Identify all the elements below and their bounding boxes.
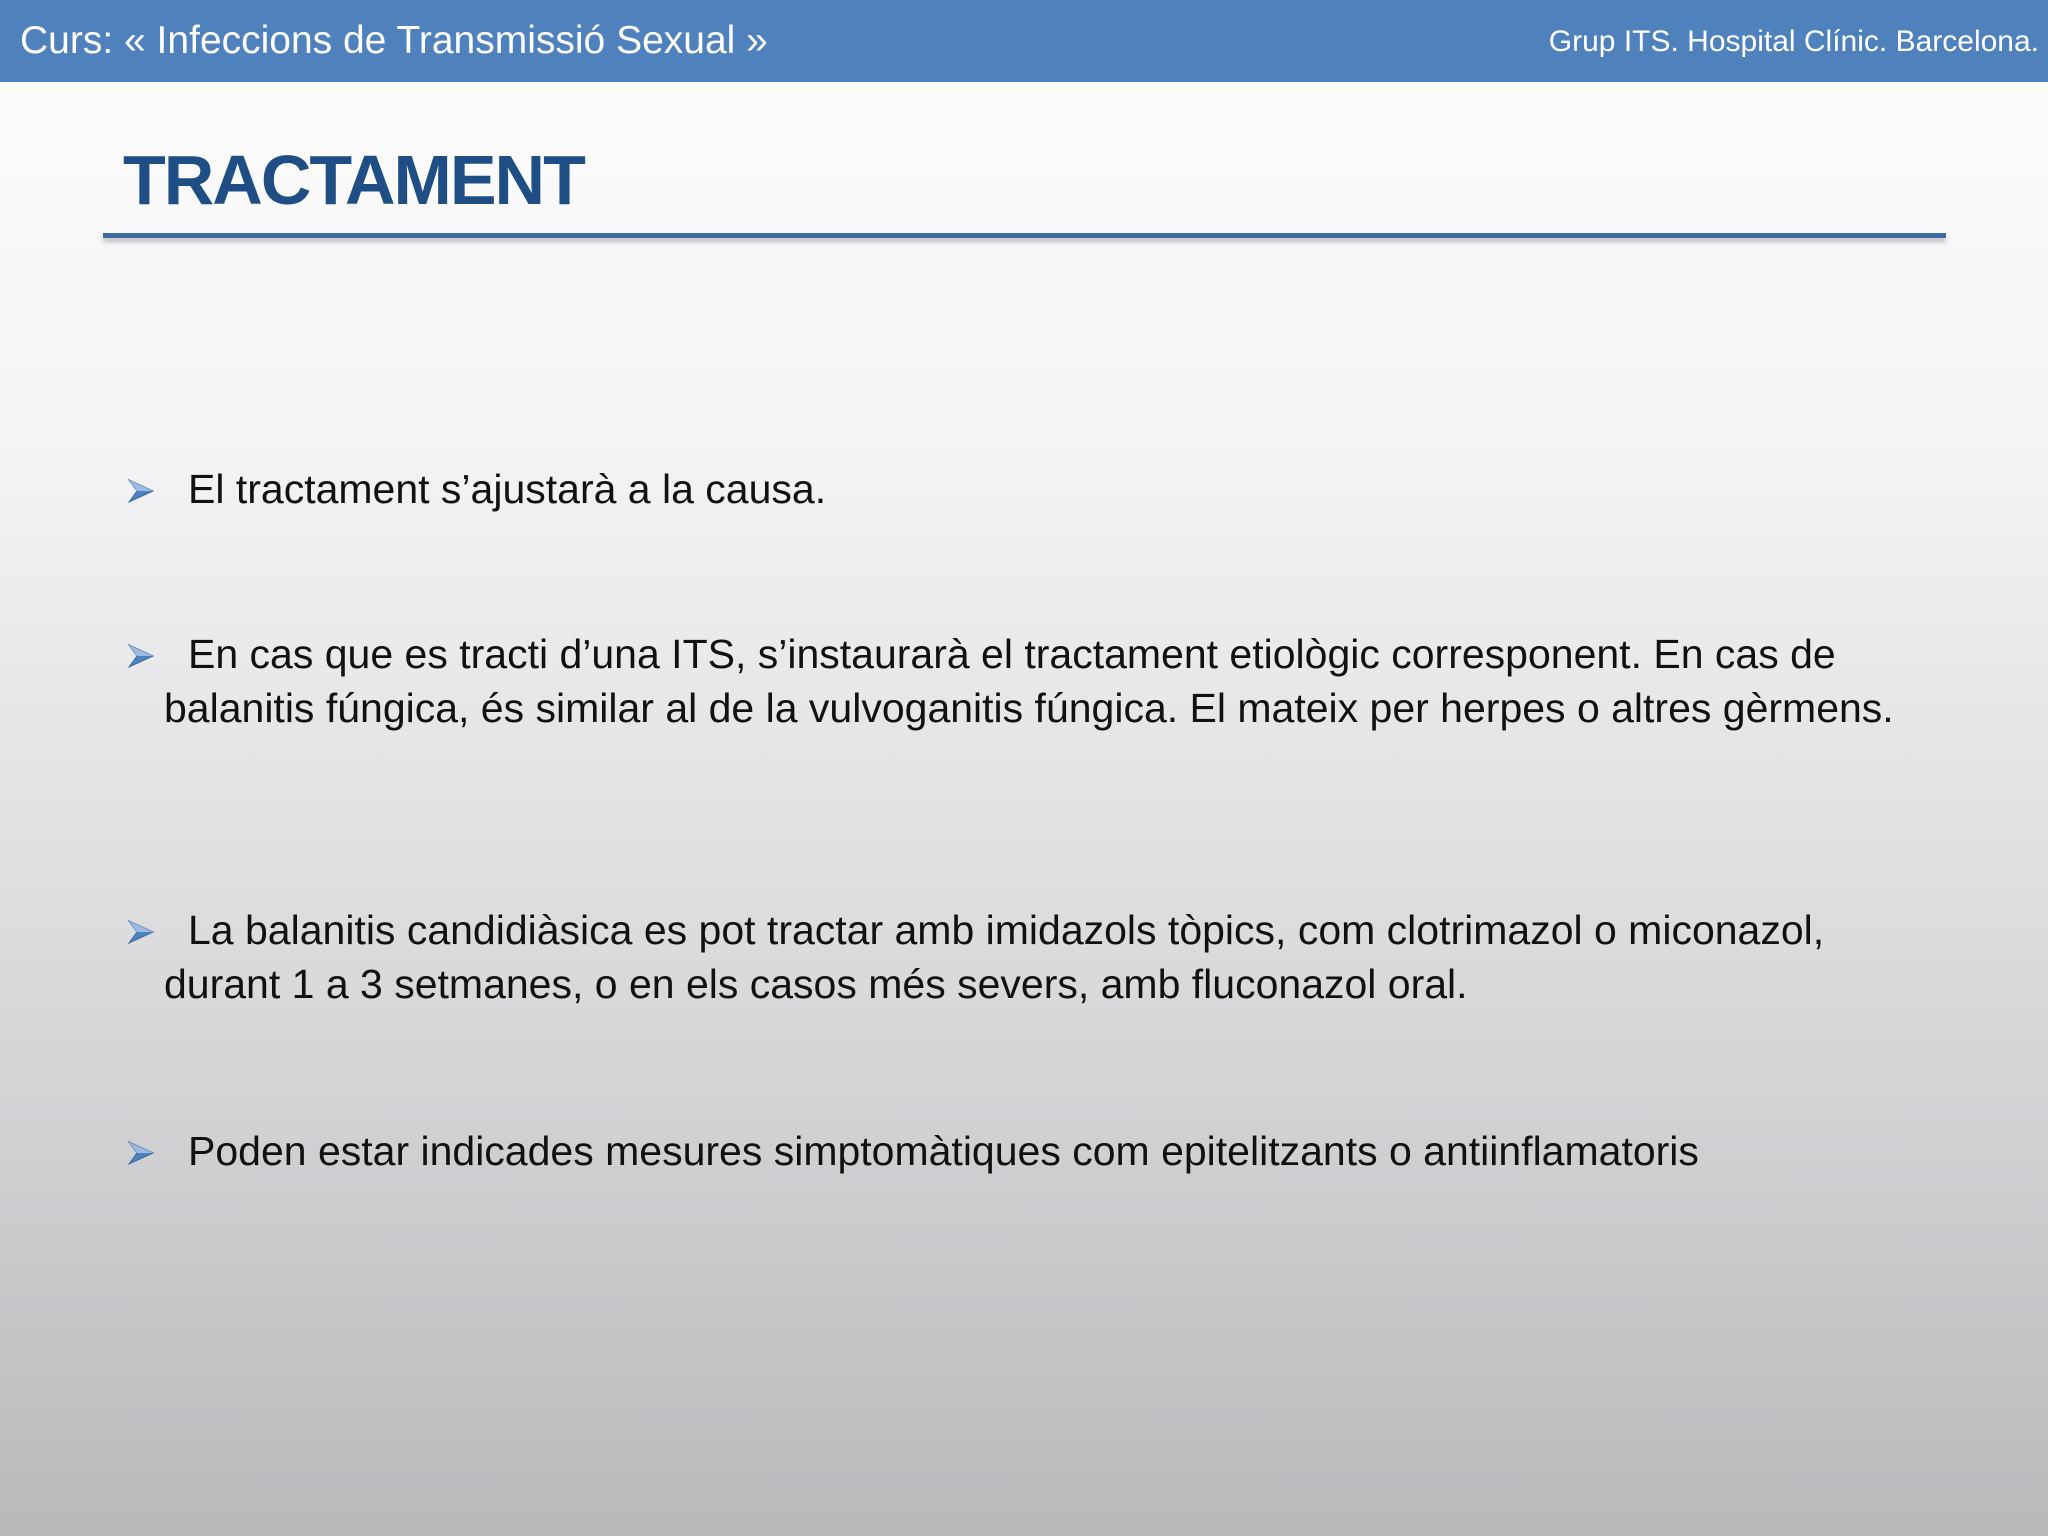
bullet-item bbox=[188, 1124, 1968, 1178]
slide-title: TRACTAMENT bbox=[123, 141, 584, 219]
bullet-text: En cas que es tracti d’una ITS, s’instaurarà el tractament etiològic corresponent. En cas de balanitis fúngica, és similar al de la vulvoganitis fúngica. El mateix per herpes o altres gèrmens. bbox=[164, 631, 1894, 731]
course-title: Curs: « Infeccions de Transmissió Sexual » bbox=[20, 19, 768, 62]
bullet-item bbox=[164, 903, 1944, 1011]
bullet-text: La balanitis candidiàsica es pot tractar amb imidazols tòpics, com clotrimazol o miconazol, durant 1 a 3 setmanes, o en els casos més severs, amb fluconazol oral. bbox=[164, 907, 1825, 1007]
title-divider bbox=[103, 233, 1946, 238]
bullet-item bbox=[188, 462, 1968, 516]
arrowhead-bullet-icon bbox=[128, 644, 154, 668]
arrowhead-bullet-icon bbox=[128, 1141, 154, 1165]
bullet-text: El tractament s’ajustarà a la causa. bbox=[188, 466, 827, 512]
organization-label: Grup ITS. Hospital Clínic. Barcelona. bbox=[1548, 25, 2039, 58]
arrowhead-bullet-icon bbox=[128, 920, 154, 944]
arrowhead-bullet-icon bbox=[128, 479, 154, 503]
header-bar bbox=[0, 0, 2048, 82]
bullet-item bbox=[164, 627, 1944, 735]
bullet-text: Poden estar indicades mesures simptomàtiques com epitelitzants o antiinflamatoris bbox=[188, 1128, 1699, 1174]
